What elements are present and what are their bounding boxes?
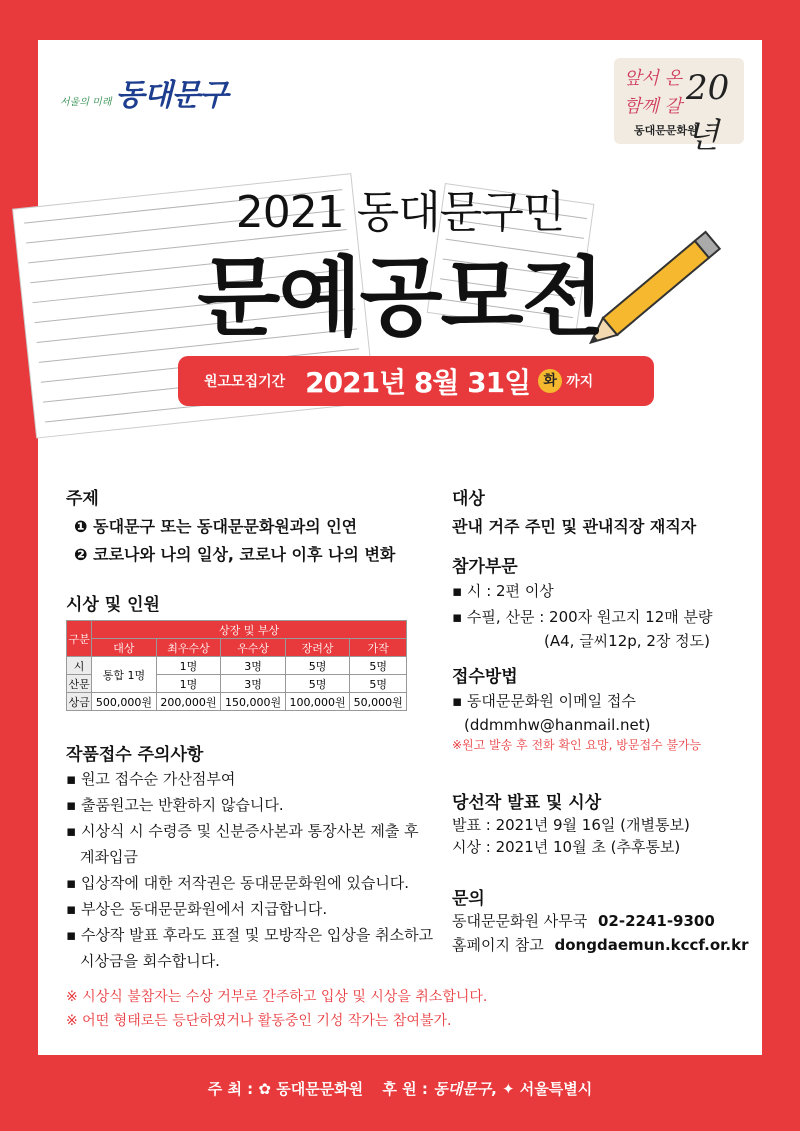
table-cell: 200,000원 bbox=[156, 693, 221, 711]
contact-office: 동대문문화원 사무국 bbox=[452, 912, 588, 930]
table-header: 대상 bbox=[92, 639, 157, 657]
deadline-date: 2021년 8월 31일 bbox=[305, 366, 531, 399]
host-label: 주 최 : bbox=[207, 1080, 254, 1098]
table-cell: 5명 bbox=[350, 657, 407, 675]
category-item-3: (A4, 글씨12p, 2장 정도) bbox=[544, 632, 710, 650]
table-cell: 3명 bbox=[221, 675, 286, 693]
table-cell: 100,000원 bbox=[285, 693, 350, 711]
category-item-2: ▪ 수필, 산문 : 200자 원고지 12매 분량 bbox=[452, 608, 713, 626]
notice-heading: 작품접수 주의사항 bbox=[66, 745, 204, 765]
table-cell: 150,000원 bbox=[221, 693, 286, 711]
badge-org: 동대문문화원 bbox=[634, 124, 698, 137]
list-item: 계좌입금 bbox=[80, 848, 138, 866]
list-item: ▪ 원고 접수순 가산점부여 bbox=[66, 770, 236, 788]
table-cell: 1명 bbox=[156, 675, 221, 693]
notice-list bbox=[66, 766, 433, 974]
list-item: ▪ 입상작에 대한 저작권은 동대문문화원에 있습니다. bbox=[66, 874, 410, 892]
table-header: 장려상 bbox=[285, 639, 350, 657]
submit-email: (ddmmhw@hanmail.net) bbox=[464, 716, 651, 734]
table-cell: 5명 bbox=[285, 675, 350, 693]
logo-text: 동대문구 bbox=[115, 78, 228, 113]
logo-slogan: 서울의 미래 bbox=[60, 97, 112, 108]
deadline-banner bbox=[178, 356, 654, 406]
announce-line-2: 시상 : 2021년 10월 초 (추후통보) bbox=[452, 838, 681, 856]
theme-item-1: ❶ 동대문구 또는 동대문문화원과의 인연 bbox=[74, 517, 358, 536]
host-name: 동대문문화원 bbox=[276, 1080, 364, 1098]
table-cell: 500,000원 bbox=[92, 693, 157, 711]
list-item: 시상금을 회수합니다. bbox=[80, 952, 220, 970]
contact-phone: 02-2241-9300 bbox=[597, 912, 715, 930]
announce-heading: 당선작 발표 및 시상 bbox=[452, 793, 602, 813]
table-header-group: 상장 및 부상 bbox=[92, 621, 407, 639]
table-cell: 5명 bbox=[285, 657, 350, 675]
table-cell: 3명 bbox=[221, 657, 286, 675]
submit-heading: 접수방법 bbox=[452, 667, 518, 687]
table-row bbox=[67, 693, 407, 711]
table-cell: 통합 1명 bbox=[92, 657, 157, 693]
warning-1: ※ 시상식 불참자는 수상 거부로 간주하고 입상 및 시상을 취소합니다. bbox=[66, 989, 488, 1005]
target-heading: 대상 bbox=[452, 489, 485, 509]
prize-table bbox=[66, 620, 407, 711]
footer: 주 최 : ✿ 동대문문화원 후 원 : 동대문구, ✦ 서울특별시 bbox=[207, 1080, 593, 1098]
target-text: 관내 거주 주민 및 관내직장 재직자 bbox=[452, 517, 697, 536]
title-year-line: 2021 동대문구민 bbox=[235, 187, 565, 238]
announce-line-1: 발표 : 2021년 9월 16일 (개별통보) bbox=[452, 816, 690, 834]
contact-heading: 문의 bbox=[452, 889, 485, 909]
deadline-until: 까지 bbox=[566, 374, 594, 390]
culture-center-icon: ✿ bbox=[258, 1080, 271, 1098]
row-label: 시 bbox=[67, 657, 92, 675]
sponsor-1: 동대문구 bbox=[433, 1080, 492, 1098]
contact-office-line bbox=[452, 908, 715, 934]
sponsor-label: 후 원 : bbox=[382, 1080, 428, 1098]
sponsor-2: 서울특별시 bbox=[519, 1080, 593, 1098]
table-header: 가작 bbox=[350, 639, 407, 657]
list-item: ▪ 출품원고는 반환하지 않습니다. bbox=[66, 796, 284, 814]
contact-web-line bbox=[452, 932, 748, 958]
badge-line2: 함께 갈 bbox=[624, 96, 682, 117]
badge-line1: 앞서 온 bbox=[624, 68, 682, 89]
table-header: 우수상 bbox=[221, 639, 286, 657]
deadline-day-badge: 화 bbox=[538, 369, 562, 393]
table-header: 최우수상 bbox=[156, 639, 221, 657]
dongdaemun-logo bbox=[60, 70, 227, 114]
warning-2: ※ 어떤 형태로든 등단하였거나 활동중인 기성 작가는 참여불가. bbox=[66, 1013, 452, 1029]
prize-heading: 시상 및 인원 bbox=[66, 595, 160, 615]
submit-line-1: ▪ 동대문문화원 이메일 접수 bbox=[452, 692, 636, 710]
deadline-label: 원고모집기간 bbox=[204, 374, 286, 390]
theme-heading: 주제 bbox=[66, 489, 99, 509]
table-cell: 50,000원 bbox=[350, 693, 407, 711]
list-item: ▪ 시상식 시 수령증 및 신분증사본과 통장사본 제출 후 bbox=[66, 822, 419, 840]
list-item: ▪ 부상은 동대문문화원에서 지급합니다. bbox=[66, 900, 328, 918]
badge-years: 20년 bbox=[686, 68, 730, 156]
table-row bbox=[67, 657, 407, 675]
theme-item-2: ❷ 코로나와 나의 일상, 코로나 이후 나의 변화 bbox=[74, 545, 396, 564]
anniversary-badge bbox=[614, 58, 744, 156]
row-label: 산문 bbox=[67, 675, 92, 693]
page-title: 문예공모전 bbox=[197, 248, 603, 348]
row-label: 상금 bbox=[67, 693, 92, 711]
list-item: ▪ 수상작 발표 후라도 표절 및 모방작은 입상을 취소하고 bbox=[66, 926, 434, 944]
category-heading: 참가부문 bbox=[452, 557, 518, 577]
category-item-1: ▪ 시 : 2편 이상 bbox=[452, 582, 554, 600]
seoul-icon: ✦ bbox=[501, 1080, 515, 1098]
table-cell: 5명 bbox=[350, 675, 407, 693]
contact-web: dongdaemun.kccf.or.kr bbox=[554, 936, 749, 954]
table-cell: 1명 bbox=[156, 657, 221, 675]
submit-note: ※원고 발송 후 전화 확인 요망, 방문접수 불가능 bbox=[452, 738, 702, 752]
contact-web-label: 홈페이지 참고 bbox=[452, 936, 544, 954]
table-header-category: 구분 bbox=[67, 621, 92, 657]
